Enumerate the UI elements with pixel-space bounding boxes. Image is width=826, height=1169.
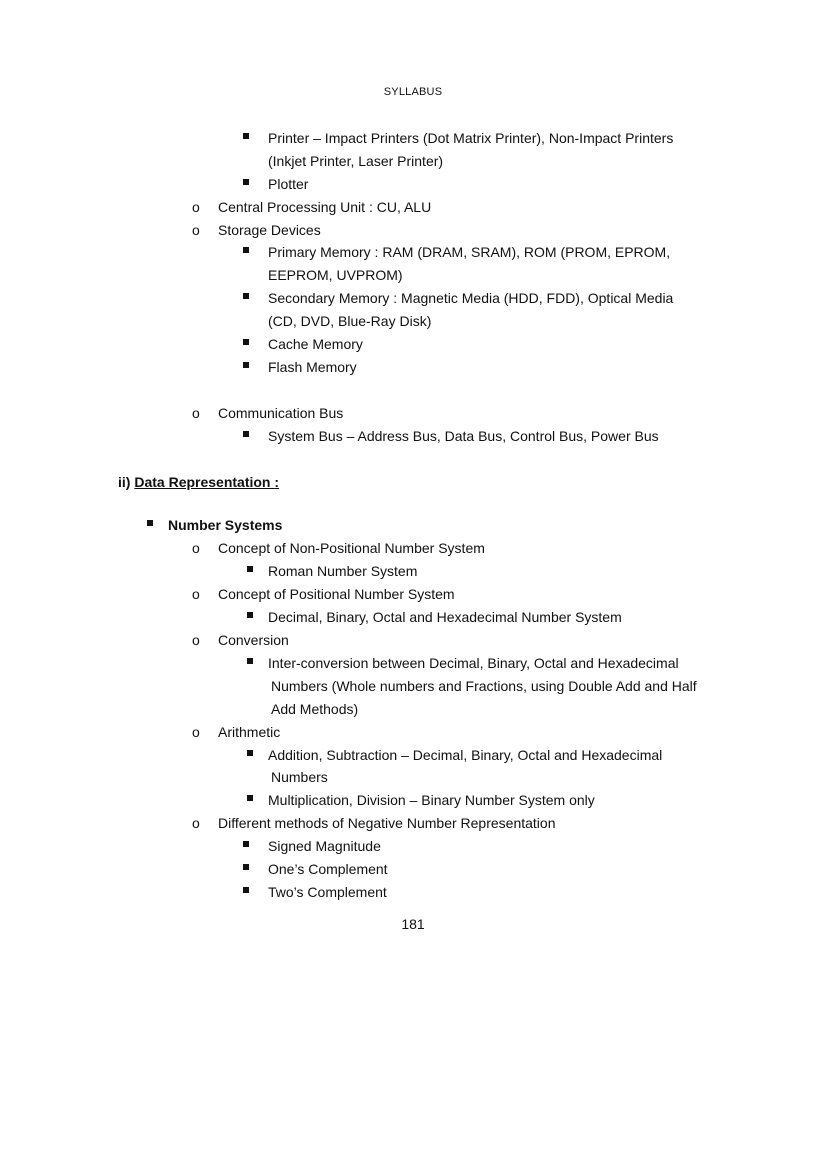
list-item-cpu: Central Processing Unit : CU, ALU — [218, 199, 432, 215]
square-bullet-icon — [243, 179, 249, 185]
list-item-plotter: Plotter — [268, 176, 309, 192]
square-bullet-icon — [243, 841, 249, 847]
square-bullet-icon — [243, 339, 249, 345]
list-item-secondary-memory: Secondary Memory : Magnetic Media (HDD, FDD), Optical Media — [268, 290, 674, 306]
square-bullet-icon — [247, 750, 253, 756]
list-item-ones-complement: One’s Complement — [268, 861, 388, 877]
list-item-secondary-memory-cont: (CD, DVD, Blue-Ray Disk) — [268, 313, 432, 329]
list-item-add-sub: Addition, Subtraction – Decimal, Binary, Octal and Hexadecimal — [268, 747, 663, 763]
square-bullet-icon — [243, 864, 249, 870]
list-item-roman: Roman Number System — [268, 563, 418, 579]
list-item-mul-div: Multiplication, Division – Binary Number System only — [268, 792, 595, 808]
square-bullet-icon — [243, 887, 249, 893]
list-item-primary-memory: Primary Memory : RAM (DRAM, SRAM), ROM (PROM, EPROM, — [268, 244, 671, 260]
section-heading — [118, 473, 279, 491]
list-item-primary-memory-cont: EEPROM, UVPROM) — [268, 267, 403, 283]
list-item-positional: Concept of Positional Number System — [218, 586, 455, 602]
square-bullet-icon — [247, 795, 253, 801]
list-item-twos-complement: Two’s Complement — [268, 884, 387, 900]
page-header: SYLLABUS — [383, 86, 443, 98]
square-bullet-icon — [243, 293, 249, 299]
list-item-negative: Different methods of Negative Number Representation — [218, 815, 556, 831]
square-bullet-icon — [247, 658, 253, 664]
list-item-decimal-binary: Decimal, Binary, Octal and Hexadecimal Number System — [268, 609, 622, 625]
circle-bullet-icon: o — [192, 540, 200, 556]
list-item-interconversion-cont: Numbers (Whole numbers and Fractions, using Double Add and Half — [271, 678, 697, 694]
list-item-cache: Cache Memory — [268, 336, 363, 352]
list-item-flash: Flash Memory — [268, 359, 357, 375]
list-item-signed: Signed Magnitude — [268, 838, 381, 854]
list-item-interconversion: Inter-conversion between Decimal, Binary, Octal and Hexadecimal — [268, 655, 679, 671]
section-title: Data Representation : — [134, 474, 280, 490]
square-bullet-icon — [243, 431, 249, 437]
circle-bullet-icon: o — [192, 199, 200, 215]
square-bullet-icon — [247, 612, 253, 618]
list-item-add-sub-cont: Numbers — [271, 769, 328, 785]
list-item-comm-bus: Communication Bus — [218, 405, 344, 421]
square-bullet-icon — [243, 133, 249, 139]
list-item-system-bus: System Bus – Address Bus, Data Bus, Control Bus, Power Bus — [268, 428, 659, 444]
list-item-printer-cont: (Inkjet Printer, Laser Printer) — [268, 153, 444, 169]
list-item-number-systems: Number Systems — [168, 517, 283, 533]
page-number: 181 — [401, 916, 425, 932]
list-item-printer: Printer – Impact Printers (Dot Matrix Printer), Non-Impact Printers — [268, 130, 674, 146]
square-bullet-icon — [147, 520, 153, 526]
square-bullet-icon — [243, 362, 249, 368]
circle-bullet-icon: o — [192, 724, 200, 740]
circle-bullet-icon: o — [192, 222, 200, 238]
circle-bullet-icon: o — [192, 405, 200, 421]
list-item-storage: Storage Devices — [218, 222, 321, 238]
circle-bullet-icon: o — [192, 815, 200, 831]
list-item-interconversion-cont2: Add Methods) — [271, 701, 359, 717]
list-item-conversion: Conversion — [218, 632, 289, 648]
list-item-arithmetic: Arithmetic — [218, 724, 281, 740]
square-bullet-icon — [247, 566, 253, 572]
circle-bullet-icon: o — [192, 586, 200, 602]
circle-bullet-icon: o — [192, 632, 200, 648]
square-bullet-icon — [243, 247, 249, 253]
list-item-non-positional: Concept of Non-Positional Number System — [218, 540, 485, 556]
section-prefix: ii) — [118, 474, 135, 490]
